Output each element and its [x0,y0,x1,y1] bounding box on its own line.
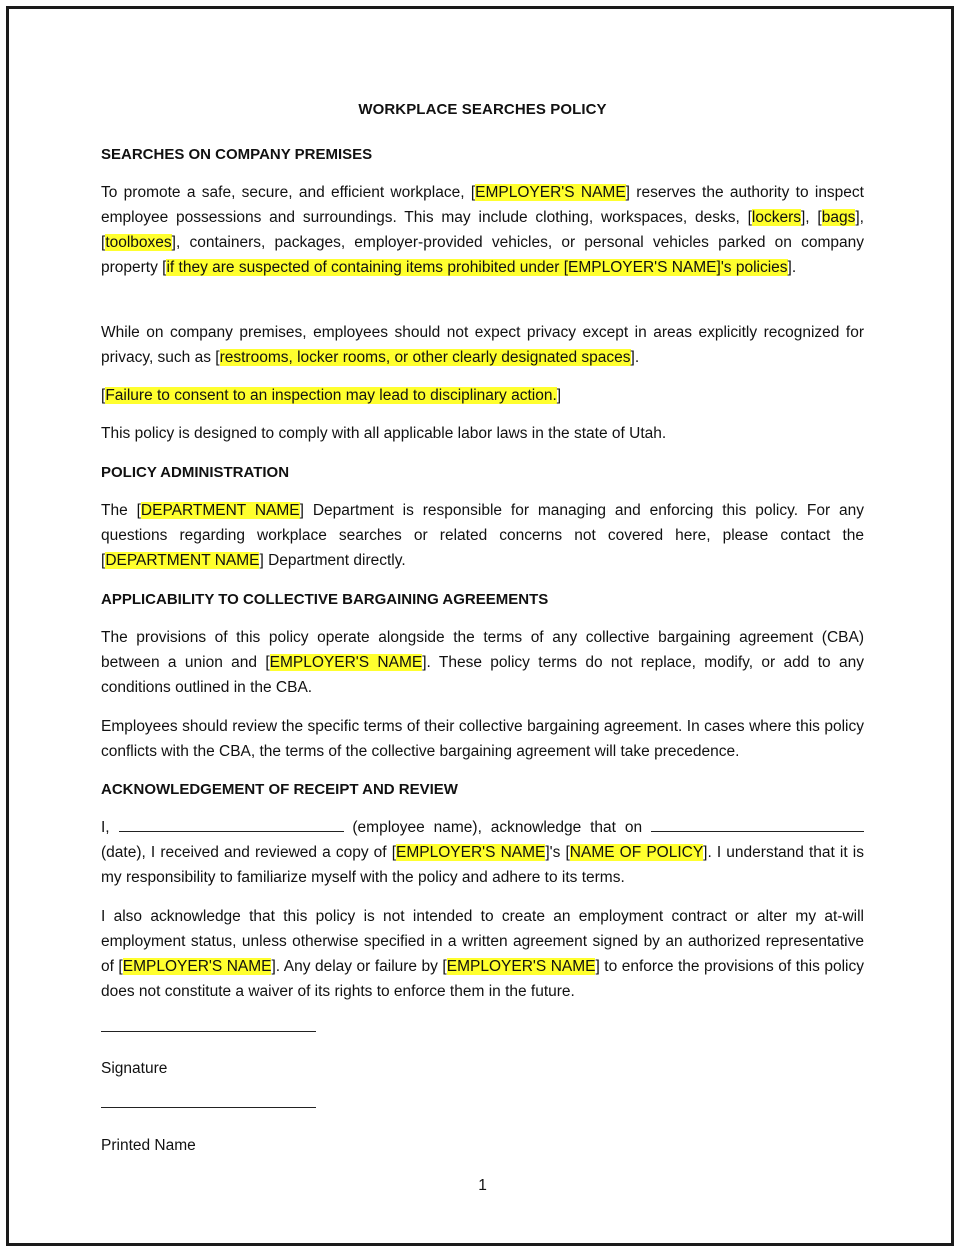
document-title: WORKPLACE SEARCHES POLICY [358,101,607,118]
document-page [6,6,954,1246]
paragraph-consent-failure: [Failure to consent to an inspection may lead to disciplinary action.] [101,387,562,404]
paragraph-cba-provisions: The provisions of this policy operate alongside the terms of any collective bargaining agreement (CBA) between a union and [EMPLOYER'S NAME]. These policy terms do not replace, modify, or add to any conditions outlined in the CBA. [101,629,864,696]
placeholder-department-name: DEPARTMENT NAME [140,502,300,519]
placeholder-bags: bags [821,209,856,226]
placeholder-department-name: DEPARTMENT NAME [105,552,260,569]
paragraph-at-will-acknowledgement: I also acknowledge that this policy is not intended to create an employment contract or alter my at-will employment status, unless otherwise specified in a written agreement signed by an authorized representative of [EMPLOYER'S NAME]. Any delay or failure by [EMPLOYER'S NAME] to enforce the provisions of this policy does not constitute a waiver of its rights to enforce them in the future. [101,908,864,1000]
printed-name-label: Printed Name [101,1137,196,1154]
paragraph-acknowledgement-receipt: I, (employee name), acknowledge that on (date), I received and reviewed a copy of [EMPLOYER'S NAME]'s [NAME OF POLICY]. I understand that it is my responsibility to familiarize myself with the policy and adhere to its terms. [101,819,864,886]
placeholder-disciplinary-action: Failure to consent to an inspection may lead to disciplinary action. [105,387,557,404]
placeholder-employer-name: EMPLOYER'S NAME [122,958,272,975]
placeholder-policy-name: NAME OF POLICY [569,844,704,861]
date-blank[interactable] [651,817,864,832]
heading-collective-bargaining: APPLICABILITY TO COLLECTIVE BARGAINING AGREEMENTS [101,591,549,608]
paragraph-labor-law-compliance: This policy is designed to comply with all applicable labor laws in the state of Utah. [101,425,667,442]
placeholder-employer-name: EMPLOYER'S NAME [446,958,596,975]
placeholder-private-spaces: restrooms, locker rooms, or other clearly designated spaces [219,349,631,366]
heading-policy-administration: POLICY ADMINISTRATION [101,464,290,481]
paragraph-privacy-expectation: While on company premises, employees should not expect privacy except in areas explicitly recognized for privacy, such as [restrooms, locker rooms, or other clearly designated spaces]. [101,324,864,366]
paragraph-department-responsibility: The [DEPARTMENT NAME] Department is responsible for managing and enforcing this policy. For any questions regarding workplace searches or related concerns not covered here, please contact the [DEPARTMENT NAME] Department directly. [101,502,864,569]
paragraph-cba-precedence: Employees should review the specific terms of their collective bargaining agreement. In cases where this policy conflicts with the CBA, the terms of the collective bargaining agreement will take precedence. [101,718,864,760]
placeholder-employer-name: EMPLOYER'S NAME [475,184,626,201]
placeholder-employer-name: EMPLOYER'S NAME [396,844,546,861]
signature-label: Signature [101,1060,168,1077]
signature-line[interactable] [101,1031,316,1032]
placeholder-employer-name: EMPLOYER'S NAME [269,654,423,671]
placeholder-toolboxes: toolboxes [105,234,172,251]
printed-name-line[interactable] [101,1107,316,1108]
placeholder-lockers: lockers [751,209,801,226]
paragraph-inspection-authority: To promote a safe, secure, and efficient workplace, [EMPLOYER'S NAME] reserves the authority to inspect employee possessions and surroundings. This may include clothing, workspaces, desks, [lockers], [bags], [toolboxes], containers, packages, employer-provided vehicles, or personal vehicles parked on company property [if they are suspected of containing items prohibited under [EMPLOYER'S NAME]'s policies]. [101,184,864,276]
heading-searches-on-premises: SEARCHES ON COMPANY PREMISES [101,146,373,163]
page-number: 1 [478,1177,487,1194]
employee-name-blank[interactable] [119,817,344,832]
heading-acknowledgement: ACKNOWLEDGEMENT OF RECEIPT AND REVIEW [101,781,458,798]
placeholder-suspicion-condition: if they are suspected of containing items prohibited under [EMPLOYER'S NAME]'s policies [166,259,788,276]
